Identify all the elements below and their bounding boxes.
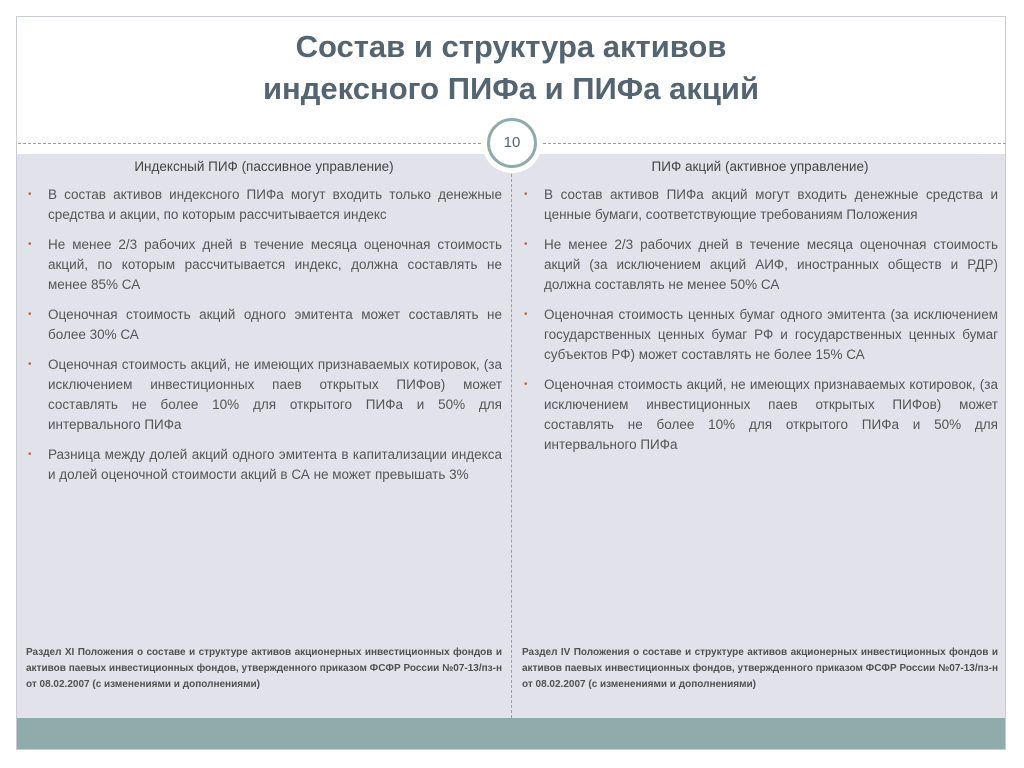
list-item (26, 445, 502, 485)
list-item-text: Оценочная стоимость акций, не имеющих признаваемых котировок, (за исключением инвестиционных паев открытых ПИФов) может составлять не более 10% для открытого ПИФа и 50% для интервального ПИФа (48, 357, 502, 432)
list-item (522, 375, 998, 455)
bullet-icon: • (28, 239, 32, 250)
bullet-icon: • (524, 189, 528, 200)
list-item (26, 235, 502, 295)
list-item-text: Оценочная стоимость ценных бумаг одного эмитента (за исключением государственных ценных бумаг РФ и государственных ценных бумаг субъектов РФ) может составлять не более 15% СА (544, 307, 998, 362)
list-item-text: Оценочная стоимость акций одного эмитента может составлять не более 30% СА (48, 307, 502, 342)
bullet-icon: • (524, 379, 528, 390)
left-source-note: Раздел XI Положения о составе и структуре активов акционерных инвестиционных фондов и активов паевых инвестиционных фондов, утвержденного приказом ФСФР России №07-13/пз-н от 08.02.2007 (с изменениями и дополнениями) (26, 647, 502, 690)
bullet-icon: • (524, 309, 528, 320)
right-source-note: Раздел IV Положения о составе и структуре активов акционерных инвестиционных фондов и активов паевых инвестиционных фондов, утвержденного приказом ФСФР России №07-13/пз-н от 08.02.2007 (с изменениями и дополнениями) (522, 647, 998, 690)
page-number-badge: 10 (487, 118, 537, 168)
list-item (26, 355, 502, 435)
list-item (522, 185, 998, 225)
list-item-text: Разница между долей акций одного эмитента в капитализации индекса и долей оценочной стоимости акций в СА не может превышать 3% (48, 447, 502, 482)
left-column (26, 156, 502, 495)
list-item-text: Оценочная стоимость акций, не имеющих признаваемых котировок, (за исключением инвестиционных паев открытых ПИФов) может составлять не более 10% для открытого ПИФа и 50% для интервального ПИФа (544, 377, 998, 452)
list-item (522, 235, 998, 295)
bullet-icon: • (28, 449, 32, 460)
title-line-1: Состав и структура активов (295, 29, 727, 64)
column-separator (511, 154, 512, 718)
footer-bar (17, 718, 1005, 749)
left-bullet-list (26, 185, 502, 485)
slide-title (16, 26, 1006, 110)
list-item (26, 185, 502, 225)
title-line-2: индексного ПИФа и ПИФа акций (262, 71, 760, 106)
bullet-icon: • (28, 359, 32, 370)
right-column (522, 156, 998, 465)
right-column-heading: ПИФ акций (активное управление) (651, 159, 869, 174)
bullet-icon: • (28, 189, 32, 200)
bullet-icon: • (28, 309, 32, 320)
list-item-text: В состав активов ПИФа акций могут входить денежные средства и ценные бумаги, соответствующие требованиям Положения (544, 187, 998, 222)
left-column-heading: Индексный ПИФ (пассивное управление) (134, 159, 394, 174)
list-item-text: Не менее 2/3 рабочих дней в течение месяца оценочная стоимость акций (за исключением акций АИФ, иностранных обществ и РДР) должна составлять не менее 50% СА (544, 237, 998, 292)
list-item-text: В состав активов индексного ПИФа могут входить только денежные средства и акции, по которым рассчитывается индекс (48, 187, 502, 222)
list-item (522, 305, 998, 365)
list-item (26, 305, 502, 345)
list-item-text: Не менее 2/3 рабочих дней в течение месяца оценочная стоимость акций, по которым рассчитывается индекс, должна составлять не менее 85% СА (48, 237, 502, 292)
right-bullet-list (522, 185, 998, 455)
bullet-icon: • (524, 239, 528, 250)
